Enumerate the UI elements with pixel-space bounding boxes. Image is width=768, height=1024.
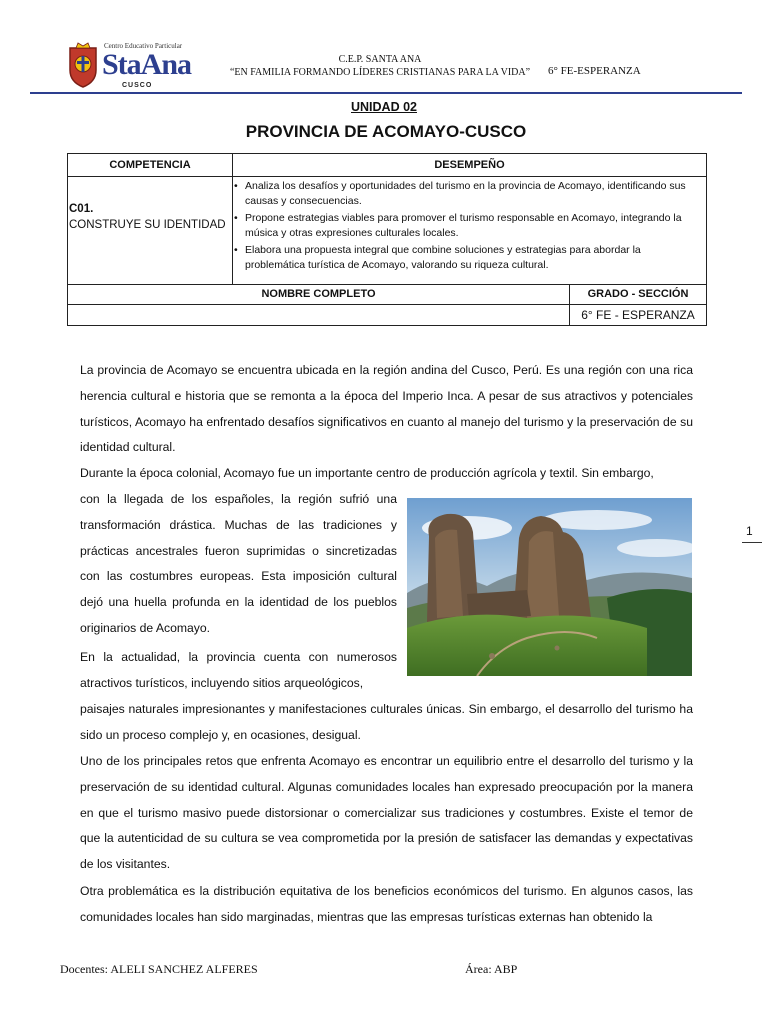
desempeno-list bbox=[233, 179, 702, 273]
footer-area: Área: ABP bbox=[465, 962, 518, 976]
paragraph-retos: Uno de los principales retos que enfrenta Acomayo es encontrar un equilibrio entre el desarrollo del turismo y la preservación de su identidad cultural. Algunas comunidades locales han expresado preocupación por la manera en que el turismo masivo puede distorsionar o comercializar sus tradiciones y costumbres. Existe el temor de que la autenticidad de su cultura se vea comprometida por la presión de satisfacer las demandas y expectativas de los visitantes. bbox=[80, 754, 693, 872]
unit-label: UNIDAD 02 bbox=[351, 100, 417, 114]
school-motto: “EN FAMILIA FORMANDO LÍDERES CRISTIANAS PARA LA VIDA” bbox=[229, 67, 531, 78]
desempeno-item: • Propone estrategias viables para promover el turismo responsable en Acomayo, integrando la música y otras expresiones culturales locales. bbox=[233, 211, 702, 241]
crest-icon bbox=[66, 42, 100, 88]
landscape-photo bbox=[407, 498, 692, 676]
page-title: PROVINCIA DE ACOMAYO-CUSCO bbox=[245, 122, 527, 141]
page-number: 1 bbox=[746, 524, 753, 538]
desempeno-item: • Analiza los desafíos y oportunidades del turismo en la provincia de Acomayo, identificando sus causas y consecuencias. bbox=[233, 179, 702, 209]
header-desempeno: DESEMPEÑO bbox=[232, 153, 707, 177]
header-divider bbox=[30, 92, 742, 94]
desempeno-item: • Elabora una propuesta integral que combine soluciones y estrategias para abordar la problemática turística de Acomayo, valorando su riqueza cultural. bbox=[233, 243, 702, 273]
desempeno-cell bbox=[232, 176, 707, 285]
header-grade: 6° FE-ESPERANZA bbox=[548, 65, 641, 77]
logo-city: CUSCO bbox=[122, 82, 153, 89]
logo-subtitle: Centro Educativo Particular bbox=[104, 42, 183, 50]
paragraph-actualidad-wrap: En la actualidad, la provincia cuenta con numerosos atractivos turísticos, incluyendo sitios arqueológicos, bbox=[80, 650, 397, 690]
competencia-cell bbox=[67, 176, 233, 285]
school-name: C.E.P. SANTA ANA bbox=[338, 54, 422, 65]
paragraph-intro: La provincia de Acomayo se encuentra ubicada en la región andina del Cusco, Perú. Es una región con una rica herencia cultural e historia que se remonta a la época del Imperio Inca. A pesar de sus atractivos y potenciales turísticos, Acomayo ha enfrentado desafíos significativos en cuanto al manejo del turismo y la preservación de su identidad cultural. bbox=[80, 363, 693, 455]
nombre-label: NOMBRE COMPLETO bbox=[67, 284, 570, 305]
footer-docentes: Docentes: ALELI SANCHEZ ALFERES bbox=[60, 962, 258, 976]
grado-label: GRADO - SECCIÓN bbox=[569, 284, 707, 305]
competencia-code: C01. bbox=[69, 203, 94, 215]
school-logo bbox=[66, 40, 192, 94]
grado-value: 6° FE - ESPERANZA bbox=[569, 304, 707, 326]
header-competencia: COMPETENCIA bbox=[67, 153, 233, 177]
paragraph-colonial-wrap: con la llegada de los españoles, la región sufrió una transformación drástica. Muchas de las tradiciones y prácticas ancestrales fueron suprimidas o sincretizadas con las costumbres europeas. Esta imposición cultural dejó una huella profunda en la identidad de los pueblos originarios de Acomayo. bbox=[80, 492, 397, 635]
paragraph-beneficios: Otra problemática es la distribución equitativa de los beneficios económicos del turismo. En algunos casos, las comunidades locales han sido marginadas, mientras que las empresas turísticas externas han obtenido la bbox=[80, 884, 693, 924]
nombre-field[interactable] bbox=[67, 304, 570, 326]
page-number-underline bbox=[742, 542, 762, 543]
paragraph-actualidad: paisajes naturales impresionantes y manifestaciones culturales únicas. Sin embargo, el desarrollo del turismo ha sido un proceso complejo y, en ocasiones, desigual. bbox=[80, 702, 693, 742]
logo-wordmark: StaAna bbox=[102, 48, 192, 81]
competencia-name: CONSTRUYE SU IDENTIDAD bbox=[69, 219, 226, 231]
paragraph-colonial-first-line: Durante la época colonial, Acomayo fue un importante centro de producción agrícola y textil. Sin embargo, bbox=[80, 466, 654, 480]
